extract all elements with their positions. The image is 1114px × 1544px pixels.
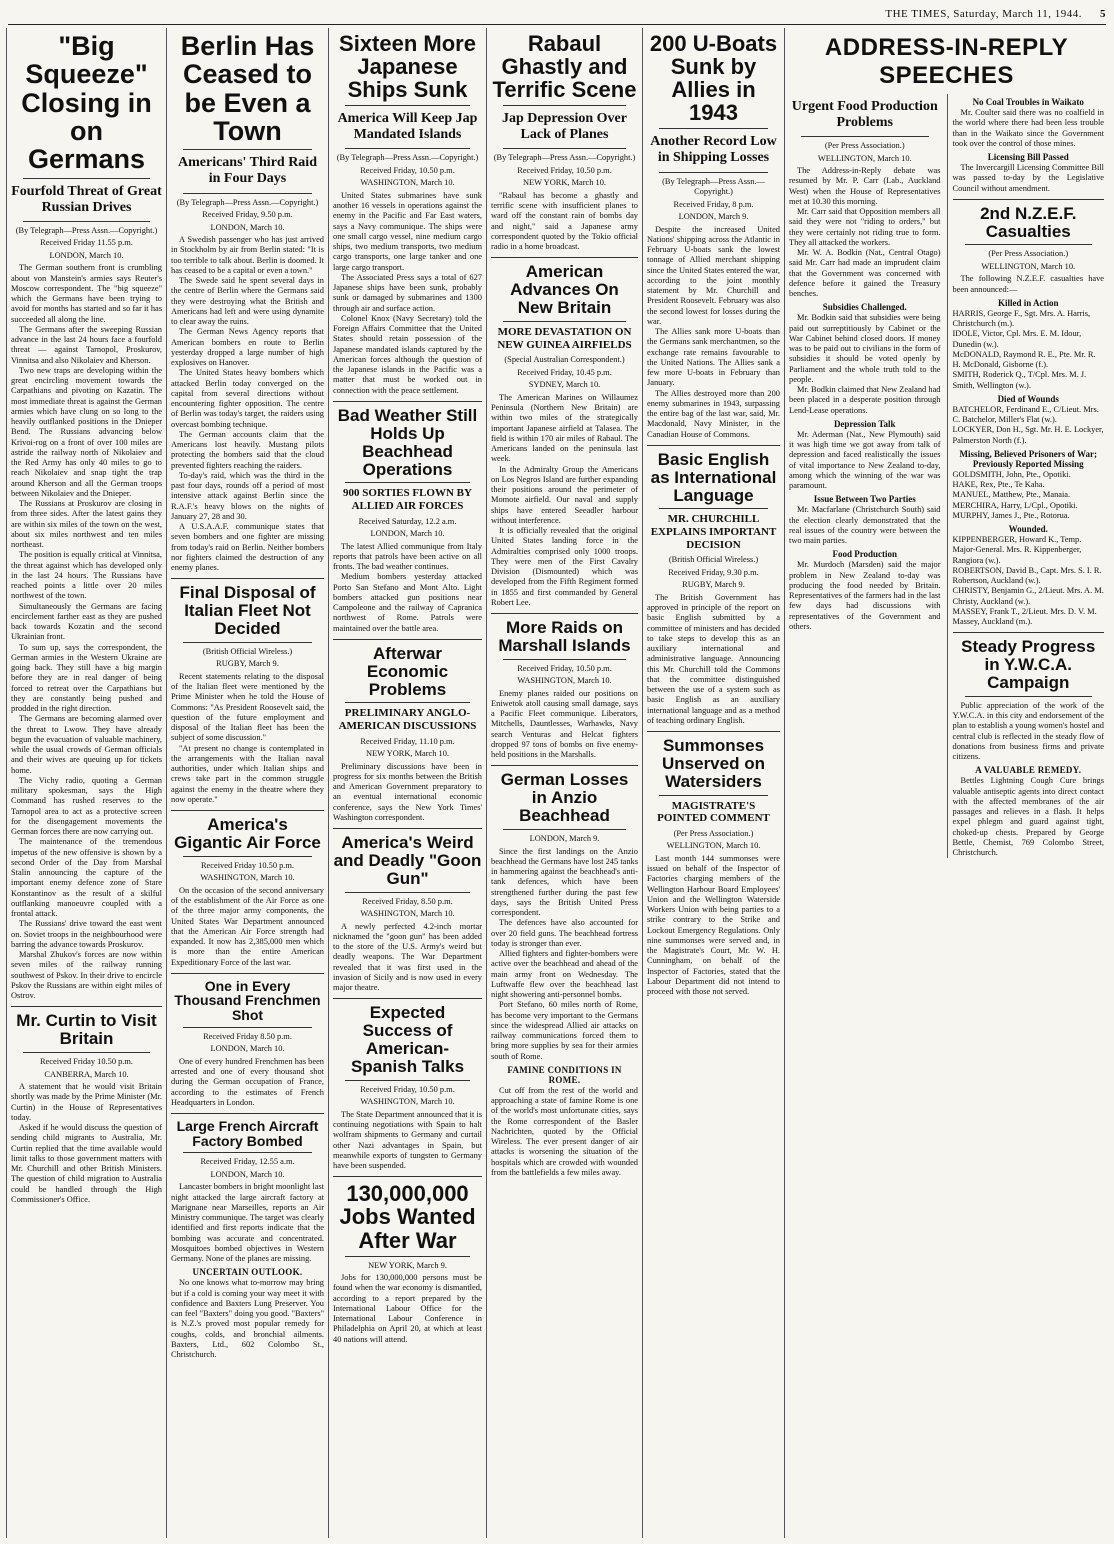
dateline: LONDON, March 10. bbox=[210, 1169, 285, 1179]
subhead-anglo-american: PRELIMINARY ANGLO-AMERICAN DISCUSSIONS bbox=[338, 707, 477, 733]
article-paragraph: The defences have also accounted for over 20 field guns. The beachhead fortress today is stronger than ever. bbox=[491, 918, 638, 948]
column-5 bbox=[642, 28, 784, 1538]
article-paragraph: Despite the increased United Nations' shipping across the Atlantic in February U-boats sank the lowest tonnage of Allied merchant shipping since the United States entered the war, according to the joint monthly statement by Mr. Churchill and President Roosevelt. February was also the second lowest for losses during the war. bbox=[647, 224, 780, 326]
byline: (By Telegraph—Press Assn.—Copyright.) bbox=[336, 153, 479, 163]
headline-ywca: Steady Progress in Y.W.C.A. Campaign bbox=[961, 637, 1096, 693]
section-heading: Died of Wounds bbox=[997, 393, 1059, 404]
dateline: WASHINGTON, March 10. bbox=[360, 909, 455, 919]
article-paragraph: The Allies destroyed more than 200 enemy submarines in 1943, surpassing the entire bag of the last war, said, Mr. Macdonald, Navy Minister, in the Canadian House of Commons. bbox=[647, 388, 780, 439]
article-paragraph: United States submarines have sunk another 16 vessels in operations against the enemy in the Pacific and Far East waters, says a Navy communique. The ships were one small cargo vessel, nine medium cargo ships, two medium transports, two medium cargo transports, one large tanker and one large cargo transport. bbox=[333, 190, 482, 272]
byline: (By Telegraph—Press Assn.—Copyright.) bbox=[493, 153, 636, 163]
section-heading: Wounded. bbox=[1008, 524, 1048, 535]
advert-text: Bettles Lightning Cough Cure brings valuable antiseptic agents into direct contact with the affected membranes of the air passages and relieves in a flash. It helps expel phlegm and guard against tight, choked-up chests. Prepared by George Bettle, Chemist, 769 Colombo Street, Christchurch. bbox=[952, 776, 1104, 858]
headline-bad-weather: Bad Weather Still Holds Up Beachhead Operations bbox=[337, 405, 478, 479]
article-paragraph: To sum up, says the correspondent, the German armies in the Western Ukraine are going back. They still have a big margin before they are in real danger of being forced to retreat over the Carpathians but they are constantly being pushed and prodded in the right direction. bbox=[11, 642, 162, 714]
headline-anzio: German Losses in Anzio Beachhead bbox=[500, 770, 629, 826]
article-paragraph: It is officially revealed that the original United States landing force in the Admiralties comprised only 1000 troops. They were men of the First Cavalry Division (Dismounted) which was developed from the Fifth Regiment formed in 1855 and first commanded by General Robert Lee. bbox=[491, 526, 638, 607]
article-paragraph: The Germans are becoming alarmed over the threat to Lwow. They have already begun the evacuation of valuable machinery, while the usual crowds of German officials and their wives are queuing up for tickets home. bbox=[11, 714, 162, 775]
subhead-americans-raid: Americans' Third Raid in Four Days bbox=[178, 155, 317, 187]
subhead-fourfold: Fourfold Threat of Great Russian Drives bbox=[11, 183, 162, 215]
article-paragraph: Mr. Bodkin said that subsidies were being paid out surreptitiously by Cabinet or the War Cabinet behind closed doors. If money was to be paid out to civilians in the form of subsidies it should be voted openly by Parliament and the whole truth told to the people. bbox=[789, 313, 941, 384]
address-subcolumn-left bbox=[789, 94, 941, 858]
article-paragraph: The Vichy radio, quoting a German military spokesman, says the High Command has rushed reserves to the Tarnopol area to act as a protective screen for the disengagement movements the German forces there are now carrying out. bbox=[11, 775, 162, 837]
byline: (Per Press Association.) bbox=[824, 141, 905, 151]
headline-italian-fleet: Final Disposal of Italian Fleet Not Decided bbox=[179, 583, 316, 638]
section-heading: Killed in Action bbox=[997, 297, 1059, 308]
received-line: Received Friday, 11.10 p.m. bbox=[360, 736, 455, 746]
received-line: Received Friday, 9.30 p.m. bbox=[668, 567, 759, 577]
casualty-entry: McDONALD, Raymond R. E., Pte. Mr. R. H. McDonald, Gisborne (f.). bbox=[952, 349, 1096, 370]
article-paragraph: Mr. Coulter said there was no coalfield in the world where there had been less trouble than in the Waikato since the Government took over the control of those mines. bbox=[952, 108, 1104, 148]
section-heading: Licensing Bill Passed bbox=[987, 152, 1069, 162]
article-paragraph: Last month 144 summonses were issued on behalf of the Inspector of Factories charging members of the Wellington Harbour Board Employees' Union and the Wellington Waterside Workers Union with being parties to a strike contrary to the Strike and Lockout Emergency Regulations. Only nine summonses were served and, in the Magistrate's Court, Mr. W. H. Cunningham, on behalf of the Inspector of Factories, stated that the Labour Department did not intend to proceed with those not served. bbox=[647, 853, 780, 997]
casualty-entry: MASSEY, Frank T., 2/Lieut. Mrs. D. V. M. Massey, Auckland (m.). bbox=[952, 606, 1097, 627]
article-paragraph: The United States heavy bombers which attacked Berlin today converged on the capital from several directions without encountering fighter opposition. The centre of Berlin was today's target, the raiders using overcast bombing technique. bbox=[171, 368, 324, 429]
article-paragraph: A U.S.A.A.F. communique states that seven bombers and one fighter are missing from today's raid on Berlin. Neither bombers nor fighters claimed the destruction of any enemy planes. bbox=[171, 522, 324, 573]
dateline: WASHINGTON, March 10. bbox=[517, 676, 612, 686]
headline-marshall-islands: More Raids on Marshall Islands bbox=[498, 618, 631, 655]
headline-afterwar: Afterwar Economic Problems bbox=[366, 643, 449, 699]
article-paragraph: In the Admiralty Group the Americans on Los Negros Island are further expanding their positions around the perimeter of Momote airfield. Our naval and supply ships have entered Seeadler harbour without interference. bbox=[491, 464, 638, 525]
article-paragraph: The German accounts claim that the Americans lost heavily. Mustang pilots protecting the bombers said that the cloud prevented fighters reaching the raiders. bbox=[171, 429, 324, 470]
subhead-new-guinea: MORE DEVASTATION ON NEW GUINEA AIRFIELDS bbox=[497, 326, 632, 351]
column-3 bbox=[328, 28, 486, 1538]
headline-casualties: 2nd N.Z.E.F. Casualties bbox=[980, 203, 1077, 241]
casualty-entry: MURPHY, James J., Pte., Rotorua. bbox=[952, 510, 1070, 520]
article-paragraph: Two new traps are developing within the great encircling movement towards the Carpathians and pivoting on Kazatin. The most immediate threat is against the German armies which have clung on so long to the heavily outflanked positions in the Dnieper Bend. The Russians advancing below Krivoi-rog on a front of over 100 miles are astride the railway north of Nikolaiev and the Red Army has only 40 miles to go to reach Nikolaiev and snap tight the trap around Kherson and all the German troops between Nikolaiev and the Dnieper. bbox=[11, 365, 162, 498]
masthead-title: THE TIMES, Saturday, March 11, 1944. bbox=[885, 8, 1082, 20]
advert-text: No one knows what to-morrow may bring but if a cold is coming your way meet it with confidence and Baxters Lung Preserver. You can feel "Baxters" doing you good. "Baxters" is N.Z.'s proved most popular remedy for coughs, colds, and bronchial ailments. Baxters, Ltd., 602 Colombo St., Christchurch. bbox=[171, 1278, 324, 1360]
headline-japanese-ships: Sixteen More Japanese Ships Sunk bbox=[339, 31, 476, 103]
article-paragraph: Mr. Macfarlane (Christchurch South) said the election clearly demonstrated that the real issues of the country were between the two main parties. bbox=[789, 505, 941, 546]
casualty-entry: CHRISTY, Benjamin G., 2/Lieut. Mrs. A. M. Christy, Auckland (w.). bbox=[952, 586, 1104, 606]
byline: (By Telegraph—Press Assn.—Copyright.) bbox=[662, 176, 765, 197]
casualty-entry: BATCHELOR, Ferdinand E., C/Lieut. Mrs. C. Batchelor, Miller's Flat (w.). bbox=[952, 404, 1099, 425]
dateline: WELLINGTON, March 10. bbox=[666, 841, 761, 851]
casualty-entry: GOLDSMITH, John, Pte., Opotiki. bbox=[952, 469, 1071, 479]
dateline: NEW YORK, March 10. bbox=[365, 749, 450, 759]
headline-air-force: America's Gigantic Air Force bbox=[174, 815, 321, 852]
dateline: RUGBY, March 9. bbox=[216, 659, 279, 669]
headline-jobs-wanted: 130,000,000 Jobs Wanted After War bbox=[339, 1181, 476, 1253]
headline-basic-english: Basic English as International Language bbox=[650, 449, 777, 505]
dateline: LONDON, March 10. bbox=[210, 222, 285, 232]
casualty-list-killed bbox=[953, 309, 1105, 391]
subhead-churchill: MR. CHURCHILL EXPLAINS IMPORTANT DECISION bbox=[650, 513, 777, 551]
dateline: NEW YORK, March 9. bbox=[368, 1260, 447, 1270]
article-paragraph: To-day's raid, which was the third in the past four days, rounds off a period of most intensive attack against Berlin since the R.A.F.'s heavy blows on the nights of January 27, 28 and 30. bbox=[171, 470, 324, 521]
article-paragraph: Cut off from the rest of the world and approaching a state of famine Rome is one of the world's most unfortunate cities, says the Rome correspondent of the Basler Nachrichten, quoted by the Official Wireless. The ever present danger of air attacks is worsening the situation of the hospitals which are crowded with wounded from the battlefields a few miles away. bbox=[491, 1085, 638, 1177]
received-line: Received Friday, 10.50 p.m. bbox=[360, 165, 455, 175]
casualty-entry: SMITH, Roderick Q., T/Cpl. Mrs. M. J. Smith, Wellington (w.). bbox=[952, 370, 1087, 390]
article-paragraph: On the occasion of the second anniversary of the establishment of the Air Force as one of the three major army components, the United States War Department announced that the American Air Force strength had expanded. It now has 2,385,000 men which is more than the entire American Expeditionary Force of the last war. bbox=[171, 885, 324, 967]
article-paragraph: Public appreciation of the work of the Y.W.C.A. in this city and endorsement of the plan to establish a young women's hostel and central club is reflected in the steady flow of donations from business firms and private citizens. bbox=[952, 700, 1104, 762]
byline: (Per Press Association.) bbox=[988, 249, 1069, 259]
column-2 bbox=[166, 28, 328, 1538]
article-paragraph: The position is equally critical at Vinnitsa, the threat against which has developed only in the last 24 hours. The Russians have reached points a little over 20 miles northwest of the town. bbox=[11, 550, 162, 601]
article-paragraph: The Invercargill Licensing Committee Bill was passed to-day by the Legislative Council without amendment. bbox=[952, 163, 1104, 193]
headline-new-britain: American Advances On New Britain bbox=[510, 262, 619, 318]
received-line: Received Friday, 10.50 p.m. bbox=[517, 663, 612, 673]
article-paragraph: A Swedish passenger who has just arrived in Stockholm by air from Berlin stated: "It is too terrible to talk about. Berlin is doomed. It has ceased to be a capital or even a town." bbox=[171, 235, 324, 275]
subhead-magistrate: MAGISTRATE'S POINTED COMMENT bbox=[657, 799, 770, 825]
article-paragraph: The Russians' drive toward the east went on. Soviet troops in the neighbourhood were barring the advance towards Proskurov. bbox=[11, 919, 162, 949]
casualty-entry: ROBERTSON, David B., Capt. Mrs. S. I. R. Robertson, Auckland (w.). bbox=[952, 565, 1102, 586]
article-paragraph: Since the first landings on the Anzio beachhead the Germans have lost 245 tanks in hammering against the beachhead's anti-tank defences, which have been strengthened further during the past few days, says the British United Press correspondent. bbox=[491, 846, 638, 917]
casualty-list-missing bbox=[953, 470, 1105, 521]
dateline: LONDON, March 10. bbox=[370, 529, 445, 539]
dateline: WASHINGTON, March 10. bbox=[200, 873, 295, 883]
casualty-entry: MERCHIRA, Harry, L/Cpl., Opotiki. bbox=[952, 500, 1078, 510]
article-paragraph: "At present no change is contemplated in the arrangements with the Italian naval authorities, under which Italian ships and crews take part in the common struggle against the enemy in the theatre where they now operate." bbox=[171, 743, 324, 804]
article-paragraph: One of every hundred Frenchmen has been arrested and one of every thousand shot during the German occupation of France, according to the estimates of French Headquarters in London. bbox=[171, 1056, 324, 1107]
byline: (British Official Wireless.) bbox=[668, 555, 759, 565]
received-line: Received Friday, 8 p.m. bbox=[673, 199, 754, 209]
dateline: LONDON, March 10. bbox=[49, 250, 124, 260]
article-paragraph: Jobs for 130,000,000 persons must be found when the war economy is dismantled, according to a report prepared by the International Labour Office for the International Labour Conference in Philadelphia on April 20, at which at least 40 nations will attend. bbox=[333, 1273, 482, 1344]
received-line: Received Friday, 10.50 p.m. bbox=[360, 1084, 455, 1094]
subhead-food-production: Urgent Food Production Problems bbox=[791, 99, 938, 131]
article-paragraph: Asked if he would discuss the question of sending child migrants to Australia, Mr. Curtin replied that the time available would limit talks to those government matters with Mr. Churchill and other British Ministers. The question of child migration to Australia could be handled through the High Commissioner's Office. bbox=[11, 1123, 162, 1204]
article-paragraph: A statement that he would visit Britain shortly was made by the Prime Minister (Mr. Curtin) in the House of Representatives today. bbox=[11, 1082, 162, 1122]
dateline: WASHINGTON, March 10. bbox=[360, 1097, 455, 1107]
headline-aircraft-factory: Large French Aircraft Factory Bombed bbox=[176, 1118, 319, 1149]
section-heading: Food Production bbox=[832, 549, 898, 560]
advert-heading: UNCERTAIN OUTLOOK. bbox=[192, 1267, 303, 1278]
dateline: NEW YORK, March 10. bbox=[522, 178, 607, 188]
received-line: Received Friday, 10.50 p.m. bbox=[517, 165, 612, 175]
subhead-jap-depression: Jap Depression Over Lack of Planes bbox=[502, 111, 627, 143]
headline-spanish-talks: Expected Success of American-Spanish Talks bbox=[350, 1003, 465, 1076]
headline-goon-gun: America's Weird and Deadly "Goon Gun" bbox=[333, 833, 482, 888]
dateline: LONDON, March 10. bbox=[210, 1044, 285, 1054]
dateline: CANBERRA, March 10. bbox=[44, 1069, 129, 1079]
article-paragraph: The Germans after the sweeping Russian advance in the last 24 hours face a fourfold threat — against Tarnopol, Proskurov, Vinnitsa and also Nikolaiev and Kherson. bbox=[11, 324, 162, 365]
headline-u-boats: 200 U-Boats Sunk by Allies in 1943 bbox=[649, 31, 778, 126]
masthead bbox=[8, 2, 1106, 25]
received-line: Received Friday 11.55 p.m. bbox=[40, 238, 133, 248]
article-paragraph: Enemy planes raided our positions on Eniwetok atoll causing small damage, says a Pacific Fleet communique. Liberators, Mitchells, Dauntlesses, Warhawks, Navy search Venturas and Helcat fighters dropped 97 tons of bombs on five enemy-held positions in the Marshalls. bbox=[491, 688, 638, 760]
article-paragraph: Allied fighters and fighter-bombers were active over the beachhead and ahead of the main army front on Wednesday. The Luftwaffe flew over the beachhead last night showering anti-personnel bombs. bbox=[491, 949, 638, 999]
section-heading: Missing, Believed Prisoners of War; Previously Reported Missing bbox=[959, 448, 1098, 469]
advert-heading: A VALUABLE REMEDY. bbox=[975, 765, 1082, 776]
article-paragraph: The Swede said he spent several days in the centre of Berlin where the Germans said they were destroying what the British and Americans had left and were using dynamite to clear away the ruins. bbox=[171, 276, 324, 327]
headline-frenchmen-shot: One in Every Thousand Frenchmen Shot bbox=[174, 977, 321, 1024]
article-paragraph: The following N.Z.E.F. casualties have been announced:— bbox=[952, 274, 1104, 294]
article-paragraph: Mr. Murdoch (Marsden) said the major problem in New Zealand to-day was producing the food needed by Britain. Representatives of the farmers had in the last few days had discussions with representatives of the Government and others. bbox=[789, 560, 941, 631]
article-paragraph: The British Government has approved in principle of the report on basic English submitted by a committee of ministers and has decided to take steps to develop this as an auxiliary international and administrative language. Announcing this Mr. Churchill told the Commons that the committee distinguished between the use of a system such as basic English as an auxiliary international language and as a method of teaching ordinary English. bbox=[647, 592, 780, 725]
dateline: WASHINGTON, March 10. bbox=[360, 178, 455, 188]
column-1 bbox=[6, 28, 166, 1538]
article-paragraph: Recent statements relating to the disposal of the Italian fleet were mentioned by the Prime Minister when he told the House of Commons: "As President Roosevelt said, the question of the future employment and disposal of the Italian fleet has been the subject of some discussion." bbox=[171, 671, 324, 743]
dateline: RUGBY, March 9. bbox=[682, 580, 745, 590]
article-paragraph: Colonel Knox (Navy Secretary) told the Foreign Affairs Committee that the United States should retain possession of the Japanese mandated islands captured by the American forces although the question of the Japanese islands in the Pacific was a matter that must be worked out in connection with the peace settlement. bbox=[333, 313, 482, 395]
article-paragraph: Simultaneously the Germans are facing encirclement farther east as they are pushed back towards Kozatin and the second Ukrainian front. bbox=[11, 601, 162, 642]
received-line: Received Friday, 8.50 p.m. bbox=[362, 896, 453, 906]
article-paragraph: The latest Allied communique from Italy reports that patrols have been active on all fronts. The bad weather continues. bbox=[333, 541, 482, 572]
byline: (By Telegraph—Press Assn.—Copyright.) bbox=[15, 225, 158, 235]
section-heading: Subsidies Challenged. bbox=[822, 302, 907, 313]
column-6 bbox=[784, 28, 1108, 1538]
headline-berlin: Berlin Has Ceased to be Even a Town bbox=[180, 31, 315, 147]
dateline: LONDON, March 9. bbox=[529, 834, 600, 843]
article-paragraph: The Associated Press says a total of 627 Japanese ships have been sunk, probably sunk or damaged by submarines and 1300 through air and surface action. bbox=[333, 272, 482, 313]
received-line: Received Friday 10.50 p.m. bbox=[39, 1057, 134, 1067]
article-paragraph: Port Stefano, 60 miles north of Rome, has become very important to the Germans since the widespread Allied air attacks on railway communications forced them to bring more supplies by sea for their armies south of Rome. bbox=[491, 1000, 638, 1061]
article-paragraph: Mr. Aderman (Nat., New Plymouth) said it was high time we got away from talk of depression and faced realistically the issues of vital importance to New Zealand to-day, among which the winning of the war was paramount. bbox=[789, 429, 941, 491]
dateline: WELLINGTON, March 10. bbox=[981, 261, 1076, 271]
page-number: 5 bbox=[1100, 8, 1106, 20]
dateline: SYDNEY, March 10. bbox=[528, 380, 601, 390]
received-line: Received Saturday, 12.2 a.m. bbox=[358, 516, 457, 526]
received-line: Received Friday, 12.55 a.m. bbox=[200, 1157, 295, 1167]
section-heading: No Coal Troubles in Waikato bbox=[972, 97, 1084, 107]
address-subcolumn-right bbox=[947, 94, 1105, 858]
casualty-entry: KIPPENBERGER, Howard K., Temp. Major-General. Mrs. R. Kippenberger, Rangiora (w.). bbox=[952, 535, 1082, 565]
received-line: Received Friday 10.50 p.m. bbox=[200, 860, 295, 870]
received-line: Received Friday, 9.50 p.m. bbox=[202, 210, 293, 220]
article-paragraph: The German News Agency reports that American bombers en route to Berlin yesterday dropped a large number of high explosives on Hanover. bbox=[171, 327, 324, 368]
casualty-list-wounded bbox=[953, 535, 1105, 627]
received-line: Received Friday 8.50 p.m. bbox=[203, 1031, 292, 1041]
dateline: LONDON, March 9. bbox=[678, 212, 749, 222]
casualty-entry: HARRIS, George F., Sgt. Mrs. A. Harris, Christchurch (m.). bbox=[952, 308, 1091, 329]
subhead-sorties: 900 SORTIES FLOWN BY ALLIED AIR FORCES bbox=[343, 487, 472, 512]
byline: (British Official Wireless.) bbox=[202, 646, 293, 656]
received-line: Received Friday, 10.45 p.m. bbox=[517, 367, 612, 377]
casualty-entry: LOCKYER, Don H., Sgt. Mr. H. E. Lockyer, Palmerston North (f.). bbox=[952, 425, 1104, 445]
article-paragraph: The German southern front is crumbling about von Manstein's armies says Reuter's Moscow correspondent. The "big squeeze" which the Germans have been trying to avoid for months has started and so far it has succeeded all along the line. bbox=[11, 263, 162, 324]
subhead-mandated-islands: America Will Keep Jap Mandated Islands bbox=[337, 111, 478, 143]
article-paragraph: Mr. W. A. Bodkin (Nat., Central Otago) said Mr. Carr had made an imprudent claim that the Government was concerned with defence before it gained the Treasury benches. bbox=[789, 248, 941, 299]
subhead-record-low: Another Record Low in Shipping Losses bbox=[650, 134, 777, 166]
article-paragraph: The Russians at Proskurov are closing in from three sides. After the latest gains they are within six miles of the town on the west, about six miles northwest and ten miles northeast. bbox=[11, 499, 162, 550]
section-heading: Depression Talk bbox=[833, 418, 896, 429]
casualty-entry: IDOLE, Victor, Cpl. Mrs. E. M. Idour, Dunedin (w.). bbox=[952, 329, 1082, 349]
article-paragraph: Marshal Zhukov's forces are now within seven miles of the railway running southwest of Pskov. In their drive to encircle Pskov the Russians are within eight miles of Ostrov. bbox=[11, 950, 162, 1001]
article-paragraph: Lancaster bombers in bright moonlight last night attacked the large aircraft factory at Marignane near Marseilles, reports an Air Ministry communique. The target was clearly identified and first reports indicate that the bombing was accurate and concentrated. Mosquitoes bombed objectives in Western Germany. None of the planes are missing. bbox=[171, 1182, 324, 1264]
article-paragraph: "Rabaul has become a ghastly and terrific scene with insufficient planes to ward off the constant rain of bombs day and night," said a Japanese army correspondent quoted by the Tokio official radio in a home broadcast. bbox=[491, 190, 638, 252]
byline: (Special Australian Correspondent.) bbox=[504, 355, 625, 365]
casualty-entry: HAKE, Rex, Pte., Te Kaha. bbox=[952, 480, 1045, 490]
dateline: WELLINGTON, March 10. bbox=[817, 153, 912, 163]
article-paragraph: A newly perfected 4.2-inch mortar nicknamed the "goon gun" has been added to the store of the U.S. Army's weird but deadly weapons. The War Department revealed that it was first used in the invasion of Sicily and is now used in every major theatre. bbox=[333, 921, 482, 993]
column-4 bbox=[486, 28, 642, 1538]
headline-watersiders: Summonses Unserved on Watersiders bbox=[662, 736, 765, 791]
article-paragraph: Mr. Bodkin claimed that New Zealand had been placed in a desperate position through Lend-Lease operations. bbox=[789, 385, 941, 415]
article-paragraph: The maintenance of the tremendous impetus of the new offensive is shown by a second Order of the Day from Marshal Stalin announcing the capture of the important enemy defence zone of Stare Konstantinov as the result of a skilful outflanking manoeuvre coupled with a frontal attack. bbox=[11, 837, 162, 919]
article-paragraph: Medium bombers yesterday attacked Porto San Stefano and Mont Alto. Light bombers attacked gun positions near Campoleone and the railway of Capranica northwest of Rome. Patrols were maintained over the battle area. bbox=[333, 572, 482, 633]
article-paragraph: Mr. Carr said that Opposition members all said they were not "riding to orders," but they were certainly not riding true to form. They all attacked the workers. bbox=[789, 207, 941, 247]
byline: (Per Press Association.) bbox=[673, 828, 754, 838]
byline: (By Telegraph—Press Assn.—Copyright.) bbox=[176, 197, 319, 207]
article-paragraph: The State Department announced that it is continuing negotiations with Spain to halt wolfram shipments to Germany and curtail other Nazi advantages in Spain, but meanwhile exports of tungsten to Germany have been suspended. bbox=[333, 1109, 482, 1171]
headline-big-squeeze: "Big Squeeze" Closing in on Germans bbox=[21, 31, 152, 175]
article-paragraph: The American Marines on Willaumez Peninsula (Northern New Britain) are within two miles of the strategically important Japanese airfield at Talasea. The field is within 170 air miles of Rabaul. The Americans landed on the peninsula last week. bbox=[491, 392, 638, 464]
headline-curtin: Mr. Curtin to Visit Britain bbox=[16, 1011, 157, 1049]
article-paragraph: The Address-in-Reply debate was resumed by Mr. P. Carr (Lab., Auckland West) when the House of Representatives met at 10.30 this morning. bbox=[789, 166, 941, 206]
article-paragraph: The Allies sank more U-boats than the Germans sank merchantmen, so the exchange rate remains favourable to the United Nations. The Allies sank a few more U-boats in February than January. bbox=[647, 327, 780, 388]
casualty-list-died bbox=[953, 405, 1105, 446]
headline-rabaul: Rabaul Ghastly and Terrific Scene bbox=[492, 31, 637, 103]
banner-address-in-reply: ADDRESS-IN-REPLY SPEECHES bbox=[824, 34, 1069, 89]
section-heading: FAMINE CONDITIONS IN ROME. bbox=[507, 1064, 622, 1085]
casualty-entry: MANUEL, Matthew, Pte., Manaia. bbox=[952, 490, 1071, 500]
article-paragraph: Preliminary discussions have been in progress for six months between the British and American Government preparatory to an eventual international economic conference, says the New York Times' Washington correspondent. bbox=[333, 761, 482, 822]
section-heading: Issue Between Two Parties bbox=[813, 494, 916, 505]
